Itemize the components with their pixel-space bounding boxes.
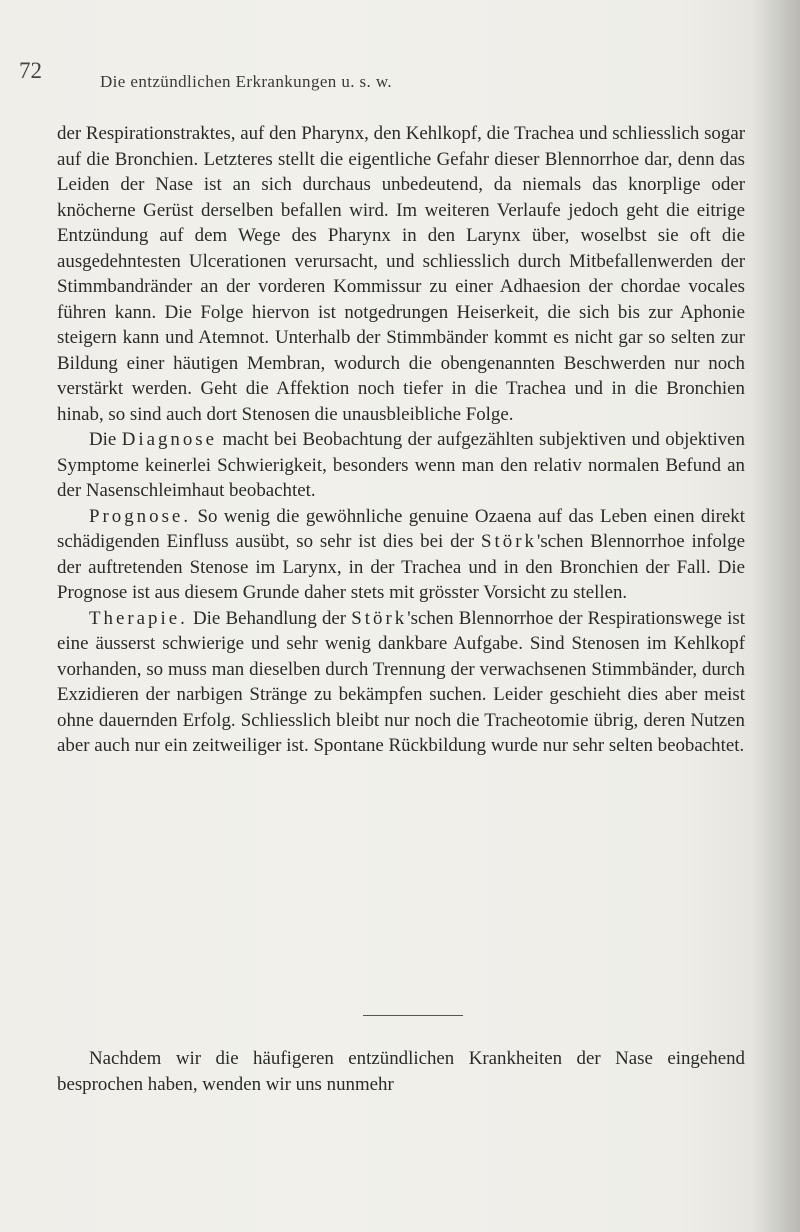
- paragraph-therapie: [57, 606, 745, 759]
- closing-text: [57, 1046, 745, 1097]
- prognose-text-a: So wenig die gewöhnliche genuine Ozaena auf das Leben einen direkt schädigenden Einfluss ausübt, so sehr ist dies bei der: [57, 505, 745, 552]
- diagnose-text: macht bei Beobachtung der aufgezählten subjektiven und objektiven Symptome keinerlei Schwierigkeit, besonders wenn man den relativ normalen Befund an der Nasenschleimhaut beobachtet.: [57, 429, 745, 501]
- paragraph-closing: Nachdem wir die häufigeren entzündlichen Krankheiten der Nase eingehend besprochen haben, wenden wir uns nunmehr: [57, 1048, 745, 1095]
- prognose-author-name: Störk: [481, 531, 537, 552]
- prognose-heading: Prognose.: [89, 505, 192, 527]
- running-head: Die entzündlichen Erkrankungen u. s. w.: [100, 72, 393, 91]
- therapie-text-a: Die Behandlung der: [187, 607, 352, 629]
- therapie-heading: Therapie.: [89, 607, 188, 629]
- section-separator: [363, 1015, 463, 1016]
- paragraph-prognose: [57, 504, 745, 606]
- prognose-text-b: 'schen Blennorrhoe infolge der auftretenden Stenose im Larynx, in der Trachea und in den Bronchien der Fall. Die Prognose ist aus diesem Grunde daher stets mit grösster Vorsicht zu stellen.: [57, 531, 746, 603]
- diagnose-heading: Diagnose: [121, 429, 218, 450]
- body-text: [57, 121, 745, 759]
- page-number: 72: [19, 58, 42, 83]
- therapie-author-name: Störk: [351, 607, 408, 629]
- diagnose-lead: Die: [89, 429, 122, 450]
- paragraph-respiratory-spread: der Respirationstraktes, auf den Pharynx, den Kehlkopf, die Trachea und schliesslich sogar auf die Bronchien. Letzteres stellt die eigentliche Gefahr dieser Blennorrhoe dar, denn das Leiden der Nase ist an sich durchaus unbedeutend, da niemals das knorplige oder knöcherne Gerüst derselben befallen wird. Im weiteren Verlaufe jedoch geht die eitrige Entzündung auf dem Wege des Pharynx in den Larynx über, woselbst sie oft die ausgedehntesten Ulcerationen verursacht, und schliesslich durch Mitbefallenwerden der Stimmbandränder an der vorderen Kommissur zu einer Adhaesion der chordae vocales führen kann. Die Folge hiervon ist notgedrungen Heiserkeit, die sich bis zur Aphonie steigern kann und Atemnot. Unterhalb der Stimmbänder kommt es nicht gar so selten zur Bildung einer häutigen Membran, wodurch die obengenannten Beschwerden nur noch verstärkt werden. Geht die Affektion noch tiefer in die Trachea und in die Bronchien hinab, so sind auch dort Stenosen die unausbleibliche Folge.: [57, 123, 745, 425]
- paragraph-diagnose: [57, 427, 745, 504]
- therapie-text-b: 'schen Blennorrhoe der Respirationswege ist eine äusserst schwierige und sehr wenig dankbare Aufgabe. Sind Stenosen im Kehlkopf vorhanden, so muss man dieselben durch Trennung der verwachsenen Stimmbänder, durch Exzidieren der narbigen Stränge zu bekämpfen suchen. Leider geschieht dies aber meist ohne dauernden Erfolg. Schliesslich bleibt nur noch die Tracheotomie übrig, deren Nutzen aber auch nur ein zeitweiliger ist. Spontane Rückbildung wurde nur sehr selten beobachtet.: [57, 607, 745, 756]
